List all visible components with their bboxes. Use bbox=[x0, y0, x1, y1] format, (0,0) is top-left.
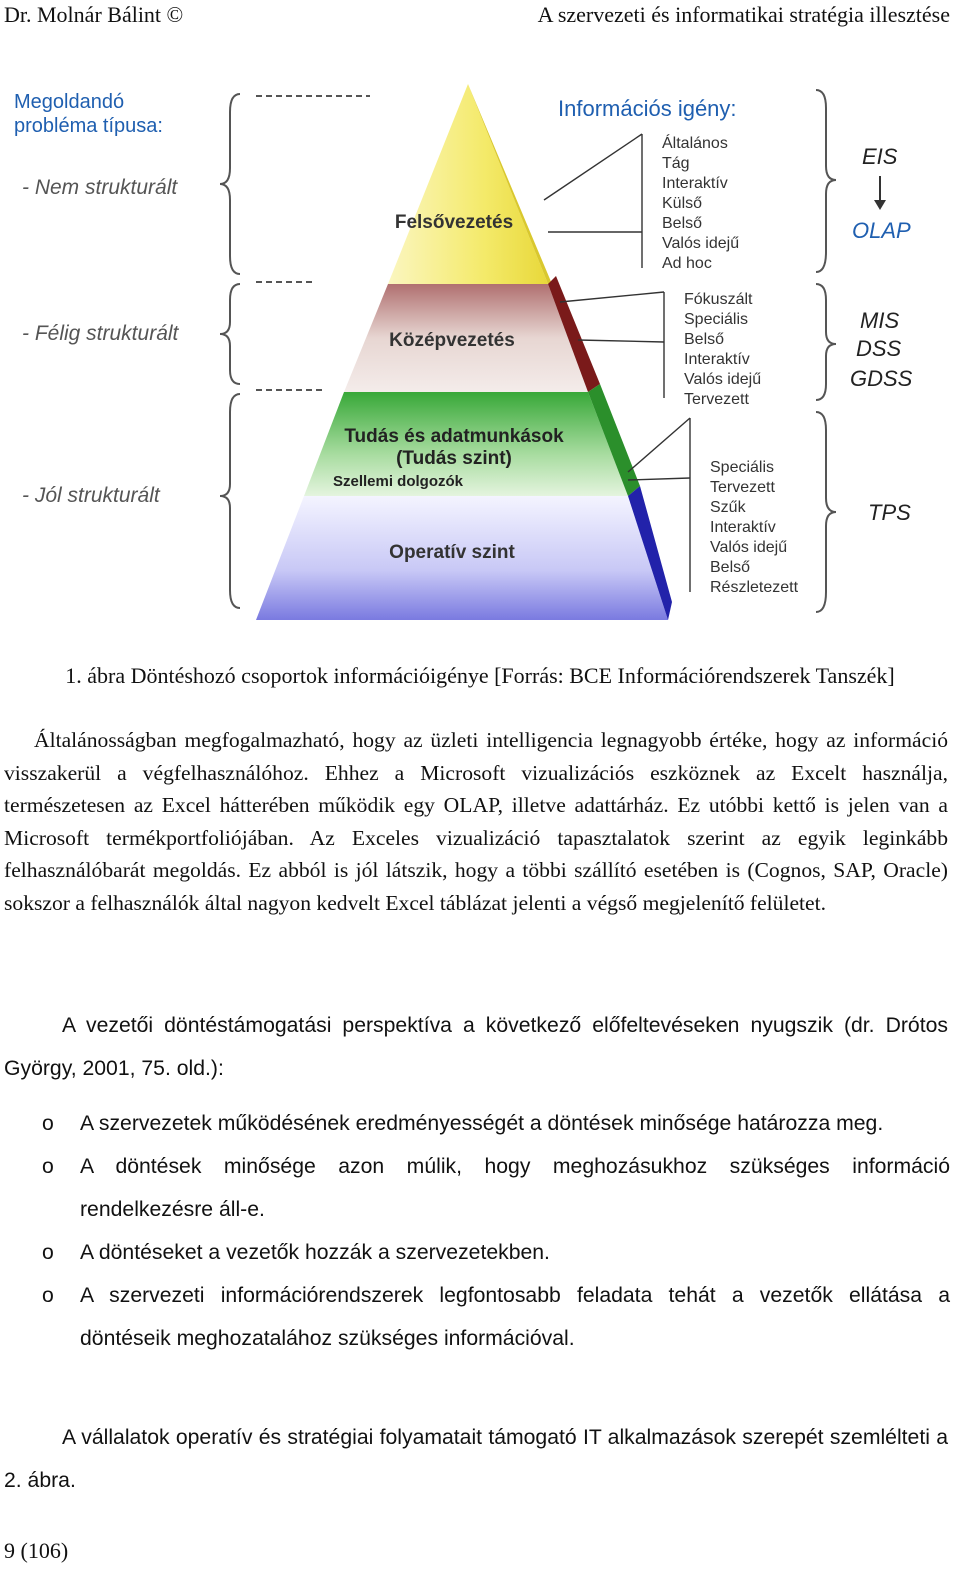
paragraph-3: A vállalatok operatív és stratégiai folyamatait támogató IT alkalmazások szerepét szemlélteti a 2. ábra. bbox=[4, 1426, 948, 1492]
system-dss: DSS bbox=[856, 336, 902, 361]
pyramid-level-top bbox=[388, 84, 548, 284]
list-item bbox=[0, 1231, 950, 1274]
list-item-text: A döntések minősége azon múlik, hogy meghozásukhoz szükséges információ rendelkezésre áll-e. bbox=[80, 1155, 950, 1221]
svg-text:Külső: Külső bbox=[662, 195, 703, 212]
paragraph-2: A vezetői döntéstámogatási perspektíva a következő előfeltevéseken nyugszik (dr. Drótos György, 2001, 75. old.): bbox=[4, 1014, 948, 1080]
pyramid-label-operative: Operatív szint bbox=[389, 542, 515, 563]
left-brace-bottom bbox=[220, 394, 240, 608]
right-heading: Információs igény: bbox=[558, 96, 737, 121]
bullet-marker: o bbox=[42, 1155, 54, 1178]
system-eis: EIS bbox=[862, 144, 898, 169]
figure-caption: 1. ábra Döntéshozó csoportok információigénye [Forrás: BCE Információrendszerek Tanszék] bbox=[65, 663, 895, 688]
svg-text:Fókuszált: Fókuszált bbox=[684, 291, 753, 308]
svg-text:Valós idejű: Valós idejű bbox=[710, 539, 788, 556]
svg-text:Interaktív: Interaktív bbox=[662, 175, 728, 192]
system-tps: TPS bbox=[868, 500, 911, 525]
list-item bbox=[0, 1102, 950, 1145]
svg-text:Belső: Belső bbox=[684, 331, 725, 348]
right-brace-middle bbox=[816, 284, 836, 400]
svg-text:Belső: Belső bbox=[662, 215, 703, 232]
svg-text:Interaktív: Interaktív bbox=[710, 519, 776, 536]
left-brace-middle bbox=[220, 284, 240, 384]
left-level-semistructured: - Félig strukturált bbox=[22, 322, 179, 345]
svg-text:Valós idejű: Valós idejű bbox=[662, 235, 740, 252]
pyramid-label-knowledge-sub: (Tudás szint) bbox=[396, 448, 512, 469]
svg-text:Tág: Tág bbox=[662, 155, 690, 172]
svg-text:Speciális: Speciális bbox=[684, 311, 749, 328]
left-level-unstructured: - Nem strukturált bbox=[22, 176, 178, 199]
header-author: Dr. Molnár Bálint © bbox=[4, 2, 184, 27]
bullet-list bbox=[0, 1102, 950, 1360]
bullet-marker: o bbox=[42, 1241, 54, 1264]
system-mis: MIS bbox=[860, 308, 900, 333]
info-group-top bbox=[662, 133, 739, 272]
list-item-text: A döntéseket a vezetők hozzák a szervezetekben. bbox=[80, 1241, 550, 1264]
right-brace-bottom bbox=[816, 412, 836, 612]
list-item-text: A szervezetek működésének eredményességét a döntések minősége határozza meg. bbox=[80, 1112, 884, 1135]
svg-text:Szűk: Szűk bbox=[710, 499, 746, 516]
bullet-marker: o bbox=[42, 1112, 54, 1135]
system-gdss: GDSS bbox=[850, 366, 913, 391]
info-group-bottom bbox=[710, 459, 799, 596]
information-pyramid-figure bbox=[0, 72, 960, 632]
left-brace-top bbox=[220, 94, 240, 274]
pyramid-label-knowledge-note: Szellemi dolgozók bbox=[332, 473, 464, 490]
list-item-text: A szervezeti információrendszerek legfontosabb feladata tehát a vezetők ellátása a döntéseik meghozatalához szükséges információval. bbox=[80, 1284, 950, 1350]
info-group-middle bbox=[684, 291, 761, 408]
pyramid-label-middle: Középvezetés bbox=[389, 330, 515, 351]
pyramid-label-top: Felsővezetés bbox=[394, 212, 514, 233]
arrow-down-icon bbox=[874, 176, 886, 210]
left-heading: Megoldandó probléma típusa: bbox=[14, 91, 163, 137]
svg-text:Ad hoc: Ad hoc bbox=[662, 255, 712, 272]
list-item bbox=[0, 1274, 950, 1360]
svg-text:Belső: Belső bbox=[710, 559, 751, 576]
svg-text:Speciális: Speciális bbox=[710, 459, 775, 476]
list-item bbox=[0, 1145, 950, 1231]
svg-text:Valós idejű: Valós idejű bbox=[684, 371, 762, 388]
system-olap: OLAP bbox=[852, 218, 911, 243]
svg-text:Tervezett: Tervezett bbox=[684, 391, 749, 408]
svg-text:Általános: Általános bbox=[662, 135, 728, 152]
right-brace-top bbox=[816, 90, 836, 272]
header-title: A szervezeti és informatikai stratégia illesztése bbox=[537, 2, 950, 27]
page-number: 9 (106) bbox=[4, 1538, 69, 1563]
bullet-marker: o bbox=[42, 1284, 54, 1307]
svg-text:Tervezett: Tervezett bbox=[710, 479, 775, 496]
pyramid-label-knowledge: Tudás és adatmunkások bbox=[344, 426, 564, 447]
paragraph-1: Általánosságban megfogalmazható, hogy az üzleti intelligencia legnagyobb értéke, hogy az információ visszakerül a végfelhasználóhoz. Ehhez a Microsoft vizualizációs eszköznek az Excelt használja, természetesen az Excel hátterében működik egy OLAP, illetve adattárház. Ez utóbbi kettő is jelen van a Microsoft termékportfoliójában. Az Exceles vizualizáció tapasztalatok szerint az egyik leginkább felhasználóbarát megoldás. Ez abból is jól látszik, hogy a többi szállító esetében is (Cognos, SAP, Oracle) sokszor a felhasználók által nagyon kedvelt Excel táblázat jelenti a végső megjelenítő felületet. bbox=[4, 728, 948, 915]
svg-text:Interaktív: Interaktív bbox=[684, 351, 750, 368]
left-level-structured: - Jól strukturált bbox=[22, 484, 160, 507]
svg-text:Részletezett: Részletezett bbox=[710, 579, 799, 596]
